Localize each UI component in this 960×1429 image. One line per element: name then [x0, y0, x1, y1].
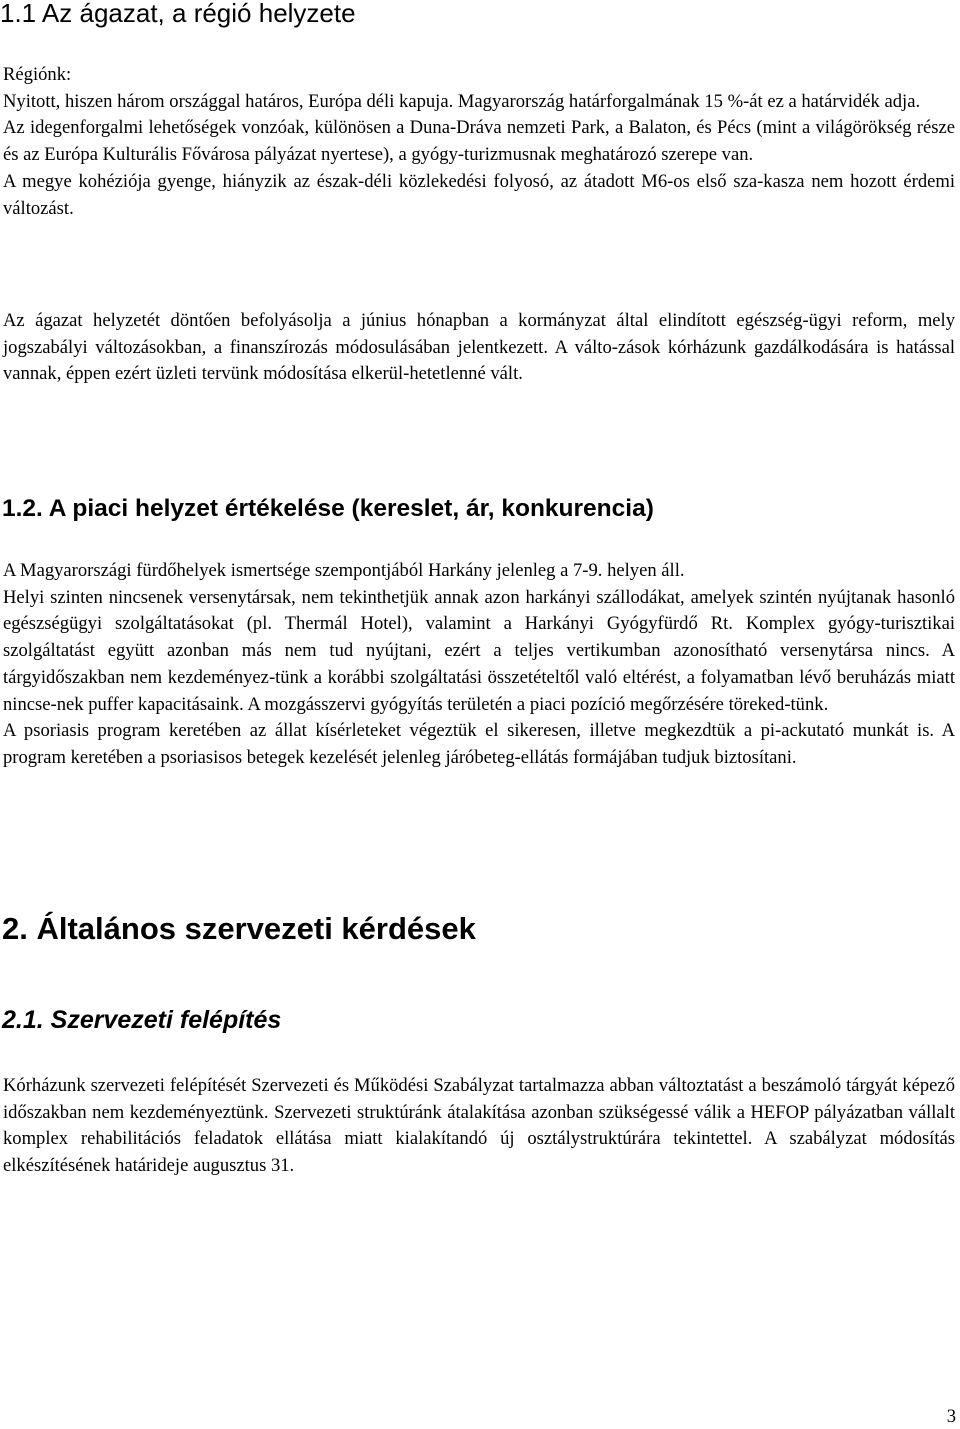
section-heading-2: 2. Általános szervezeti kérdések	[2, 911, 476, 946]
paragraph-open-border: Nyitott, hiszen három országgal határos, Európa déli kapuja. Magyarország határforgalmának 15 %-át ez a határvidék adja.	[3, 90, 921, 112]
paragraph-region-label: Régiónk:	[3, 64, 72, 85]
paragraph-competitors: Helyi szinten nincsenek versenytársak, nem tekinthetjük annak azon harkányi szállodákat, amelyek szintén nyújtanak hasonló egészségügyi szolgáltatásokat (pl. Thermál Hotel), valamint a Harkányi Gyógyfürdő Rt. Komplex gyógy-turisztikai szolgáltatást együtt azonban más nem tud nyújtani, ezért a teljes vertikumban azonosítható versenytársa nincs. A tárgyidőszakban nem kezdeményez-tünk a korábbi szolgáltatási összetételtől való eltérést, a folyamatban lévő beruházás miatt nincse-nek puffer kapacitásaink. A mozgásszervi gyógyítás területén a piaci pozíció megőrzésére töreked-tünk.	[3, 586, 955, 715]
section-heading-1-2: 1.2. A piaci helyzet értékelése (kereslet, ár, konkurencia)	[2, 495, 654, 522]
paragraph-ranking: A Magyarországi fürdőhelyek ismertsége szempontjából Harkány jelenleg a 7-9. helyen áll.	[3, 560, 685, 581]
section-heading-2-1: 2.1. Szervezeti felépítés	[2, 1006, 282, 1034]
page-number: 3	[946, 1406, 956, 1427]
section-1-1-intro	[3, 62, 955, 222]
paragraph-tourism: Az idegenforgalmi lehetőségek vonzóak, különösen a Duna-Dráva nemzeti Park, a Balaton, és Pécs (mint a világörökség része és az Európa Kulturális Fővárosa pályázat nyertese), a gyógy-turizmusnak meghatározó szerepe van.	[3, 117, 955, 166]
paragraph-org-structure: Kórházunk szervezeti felépítését Szervezeti és Működési Szabályzat tartalmazza abban változtatást a beszámoló tárgyát képező időszakban nem kezdeményeztünk. Szervezeti struktúránk átalakítása azonban szükségessé válik a HEFOP pályázatban vállalt komplex rehabilitációs feladatok ellátása miatt kialakítandó új osztálystruktúrára tekintettel. A szabályzat módosítás elkészítésének határideje augusztus 31.	[3, 1075, 955, 1177]
section-1-2-body	[3, 558, 955, 772]
section-1-1-reform	[3, 308, 955, 388]
section-heading-1-1: 1.1 Az ágazat, a régió helyzete	[0, 0, 356, 28]
section-2-1-body	[3, 1073, 955, 1180]
paragraph-psoriasis: A psoriasis program keretében az állat kísérleteket végeztük el sikeresen, illetve megkezdtük a pi-ackutató munkát is. A program keretében a psoriasisos betegek kezelését jelenleg járóbeteg-ellátás formájában tudjuk biztosítani.	[3, 720, 955, 768]
paragraph-healthcare-reform: Az ágazat helyzetét döntően befolyásolja a június hónapban a kormányzat által elindított egészség-ügyi reform, mely jogszabályi változásokban, a finanszírozás módosulásában jelentkezett. A válto-zások kórházunk gazdálkodására is hatással vannak, éppen ezért üzleti tervünk módosítása elkerül-hetetlenné vált.	[3, 310, 955, 385]
paragraph-cohesion: A megye kohéziója gyenge, hiányzik az észak-déli közlekedési folyosó, az átadott M6-os első sza-kasza nem hozott érdemi változást.	[3, 170, 955, 219]
